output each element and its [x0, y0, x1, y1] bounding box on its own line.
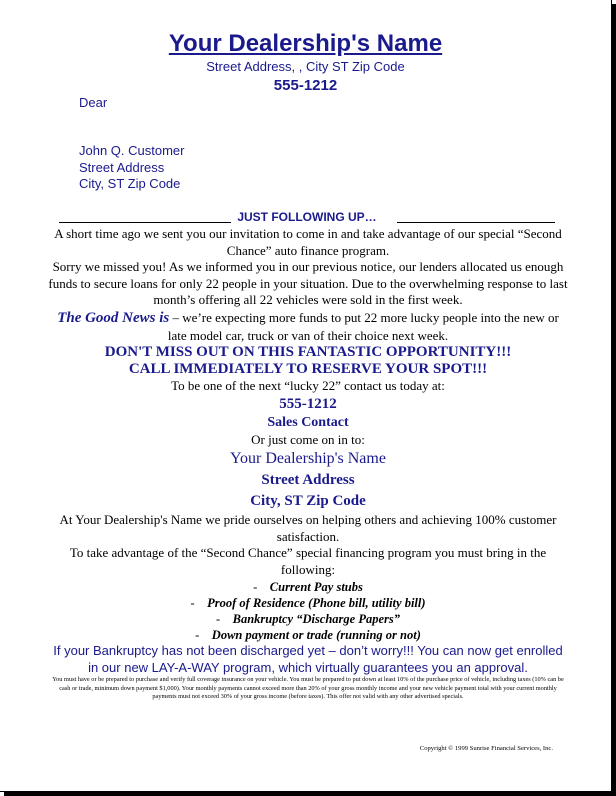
- contact-phone: 555-1212: [279, 395, 337, 412]
- intro-paragraph: A short time ago we sent you our invitation to come in and take advantage of our special “Second Chance” auto finance program.: [54, 226, 562, 258]
- requirement-item: - Current Pay stubs: [253, 579, 363, 594]
- pride-paragraph: At Your Dealership's Name we pride ourselves on helping others and achieving 100% customer satisfaction.: [59, 512, 557, 544]
- section-heading: [59, 209, 555, 225]
- recipient-address-block: [79, 143, 185, 193]
- bullet-dash: -: [253, 579, 270, 594]
- good-news-paragraph: [48, 309, 568, 344]
- take-advantage-paragraph: To take advantage of the “Second Chance” special financing program you must bring in the following:: [69, 545, 547, 577]
- requirements-list: [48, 579, 568, 644]
- recipient-city: City, ST Zip Code: [79, 176, 181, 191]
- requirement-item: - Proof of Residence (Phone bill, utility bill): [190, 595, 426, 610]
- requirement-item: - Bankruptcy “Discharge Papers”: [215, 611, 401, 626]
- good-news-text: – we’re expecting more funds to put 22 more lucky people into the new or late model car, truck or van of their choice next week.: [167, 309, 559, 343]
- missed-paragraph: Sorry we missed you! As we informed you in our previous notice, our lenders allocated us enough funds to secure loans for only 22 people in your situation. Due to the overwhelming response to last month’s offering all 22 vehicles were sold in the first week.: [48, 259, 568, 308]
- good-news-lead: The Good News is: [57, 309, 170, 326]
- heading-text: JUST FOLLOWING UP…: [237, 210, 377, 224]
- dealership-phone: 555-1212: [273, 77, 338, 94]
- copyright-notice: Copyright © 1999 Sunrise Financial Services, Inc.: [419, 745, 553, 752]
- dont-miss-line: DON'T MISS OUT ON THIS FANTASTIC OPPORTUNITY!!!: [104, 343, 512, 360]
- dealer-city: City, ST Zip Code: [250, 493, 366, 510]
- bullet-dash: -: [215, 611, 233, 626]
- dealership-name-title: Your Dealership's Name: [168, 30, 443, 57]
- salutation: Dear: [79, 95, 108, 110]
- call-now-line: CALL IMMEDIATELY TO RESERVE YOUR SPOT!!!: [128, 360, 488, 377]
- letter-body: [48, 226, 568, 702]
- bullet-dash: -: [195, 628, 212, 643]
- lucky-line: To be one of the next “lucky 22” contact us today at:: [171, 377, 445, 393]
- fine-print: You must have or be prepared to purchase and verify full coverage insurance on your vehicle. You must be prepared to put down at least 10% of the purchase price of vehicle, including taxes (10% can be cash or trade, minimum down payment $1,000). Your monthly payments cannot exceed more than 20% of your gross monthly income and your new vehicle payment total with your current monthly payments must not exceed 30% of your gross income (before taxes). This offer not valid with any other advertised specials.: [52, 676, 564, 701]
- dealer-name: Your Dealership's Name: [230, 450, 386, 468]
- sales-contact: Sales Contact: [267, 414, 349, 430]
- requirement-item: - Down payment or trade (running or not): [195, 628, 421, 643]
- dealership-address: Street Address, , City ST Zip Code: [206, 59, 405, 74]
- recipient-street: Street Address: [79, 159, 165, 175]
- recipient-name: John Q. Customer: [79, 143, 185, 158]
- bankruptcy-note: If your Bankruptcy has not been discharged yet – don’t worry!!! You can now get enrolled in our new LAY-A-WAY program, which virtually guarantees you an approval.: [53, 643, 563, 675]
- dealer-street: Street Address: [261, 472, 355, 489]
- come-in-line: Or just come on in to:: [251, 431, 365, 447]
- bullet-dash: -: [190, 595, 208, 610]
